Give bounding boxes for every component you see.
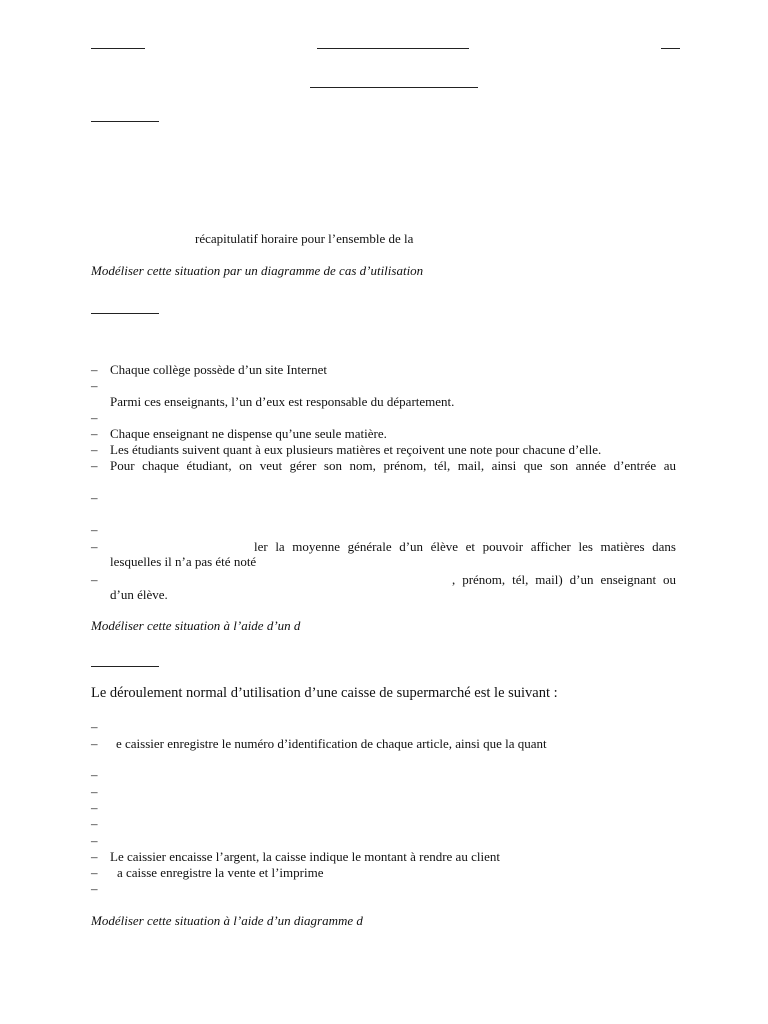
list-item: a caisse enregistre la vente et l’imprime <box>117 865 324 880</box>
list-item-continuation: d’un élève. <box>110 587 168 602</box>
list-item: Pour chaque étudiant, on veut gérer son nom, prénom, tél, mail, ainsi que son année d’entrée au <box>110 458 676 473</box>
section1-text-line: récapitulatif horaire pour l’ensemble de la <box>195 231 414 246</box>
list-item: , prénom, tél, mail) d’un enseignant ou <box>452 572 676 587</box>
bullet-dash: – <box>91 736 98 751</box>
bullet-dash: – <box>91 865 98 880</box>
list-item-continuation: Parmi ces enseignants, l’un d’eux est responsable du département. <box>110 394 455 409</box>
bullet-dash: – <box>91 784 98 799</box>
title-rule <box>310 87 478 88</box>
bullet-dash: – <box>91 522 98 537</box>
bullet-dash: – <box>91 849 98 864</box>
list-item: Chaque enseignant ne dispense qu’une seule matière. <box>110 426 387 441</box>
list-item: e caissier enregistre le numéro d’identification de chaque article, ainsi que la quant <box>116 736 547 751</box>
section1-task: Modéliser cette situation par un diagramme de cas d’utilisation <box>91 263 424 278</box>
bullet-dash: – <box>91 881 98 896</box>
bullet-dash: – <box>91 816 98 831</box>
bullet-dash: – <box>91 833 98 848</box>
bullet-dash: – <box>91 458 98 473</box>
header-rule-left <box>91 48 145 49</box>
list-item: ler la moyenne générale d’un élève et pouvoir afficher les matières dans <box>254 539 676 554</box>
section3-intro: Le déroulement normal d’utilisation d’une caisse de supermarché est le suivant : <box>91 685 558 701</box>
bullet-dash: – <box>91 767 98 782</box>
list-item: Le caissier encaisse l’argent, la caisse indique le montant à rendre au client <box>110 849 500 864</box>
bullet-dash: – <box>91 490 98 505</box>
list-item: Les étudiants suivent quant à eux plusieurs matières et reçoivent une note pour chacune d’elle. <box>110 442 602 457</box>
bullet-dash: – <box>91 362 98 377</box>
bullet-dash: – <box>91 719 98 734</box>
bullet-dash: – <box>91 442 98 457</box>
section3-task: Modéliser cette situation à l’aide d’un diagramme d <box>91 913 363 928</box>
section1-heading-rule <box>91 121 159 122</box>
bullet-dash: – <box>91 426 98 441</box>
header-rule-center <box>317 48 469 49</box>
section2-task: Modéliser cette situation à l’aide d’un d <box>91 618 301 633</box>
section2-heading-rule <box>91 313 159 314</box>
list-item-continuation: lesquelles il n’a pas été noté <box>110 554 257 569</box>
section3-heading-rule <box>91 666 159 667</box>
bullet-dash: – <box>91 800 98 815</box>
list-item: Chaque collège possède d’un site Internet <box>110 362 327 377</box>
bullet-dash: – <box>91 539 98 554</box>
bullet-dash: – <box>91 572 98 587</box>
header-rule-right <box>661 48 680 49</box>
bullet-dash: – <box>91 378 98 393</box>
bullet-dash: – <box>91 410 98 425</box>
